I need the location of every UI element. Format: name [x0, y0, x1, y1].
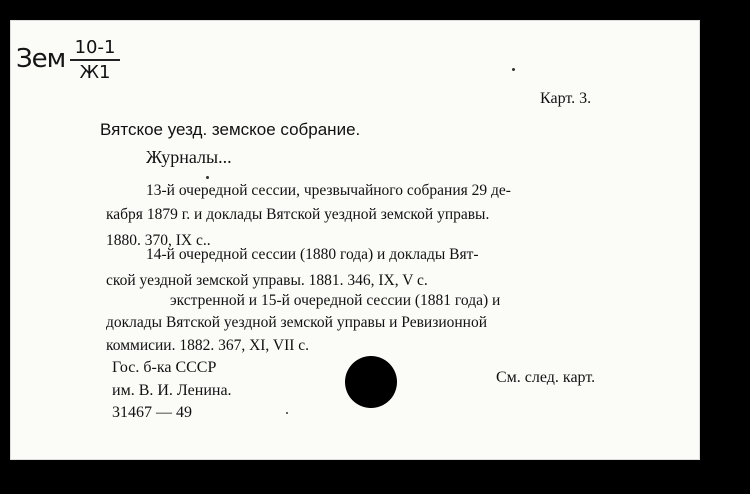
speck	[512, 68, 515, 71]
handwritten-fraction	[70, 38, 120, 83]
entry-line: коммисии. 1882. 367, XI, VII с.	[106, 337, 310, 354]
card-number: Карт. 3.	[540, 90, 592, 107]
handwritten-shelfmark: Зем	[16, 44, 66, 74]
entry-line: 1880. 370, IX с..	[106, 232, 211, 249]
see-next-card: См. след. карт.	[496, 369, 596, 386]
handwritten-numerator: 10-1	[70, 38, 120, 61]
handwritten-denominator: Ж1	[79, 62, 111, 83]
card-punch-hole	[345, 356, 397, 408]
speck	[286, 412, 288, 414]
speck	[206, 176, 209, 179]
entry-line: 14-й очередной сессии (1880 года) и доклады Вят-	[146, 246, 479, 263]
entry-line: доклады Вятской уездной земской управы и Ревизионной	[106, 314, 488, 331]
card-subheading: Журналы...	[146, 147, 232, 167]
library-name: Гос. б-ка СССР	[112, 359, 217, 376]
entry-line: ской уездной земской управы. 1881. 346, IX, V с.	[106, 272, 428, 289]
entry-line: 13-й очередной сессии, чрезвычайного собрания 29 де-	[146, 182, 511, 199]
card-heading: Вятское уезд. земское собрание.	[100, 120, 361, 139]
library-name-line2: им. В. И. Ленина.	[112, 382, 232, 399]
library-accession: 31467 — 49	[112, 404, 192, 421]
entry-line: кабря 1879 г. и доклады Вятской уездной земской управы.	[106, 206, 490, 223]
entry-line: экстренной и 15-й очередной сессии (1881 года) и	[170, 292, 501, 309]
